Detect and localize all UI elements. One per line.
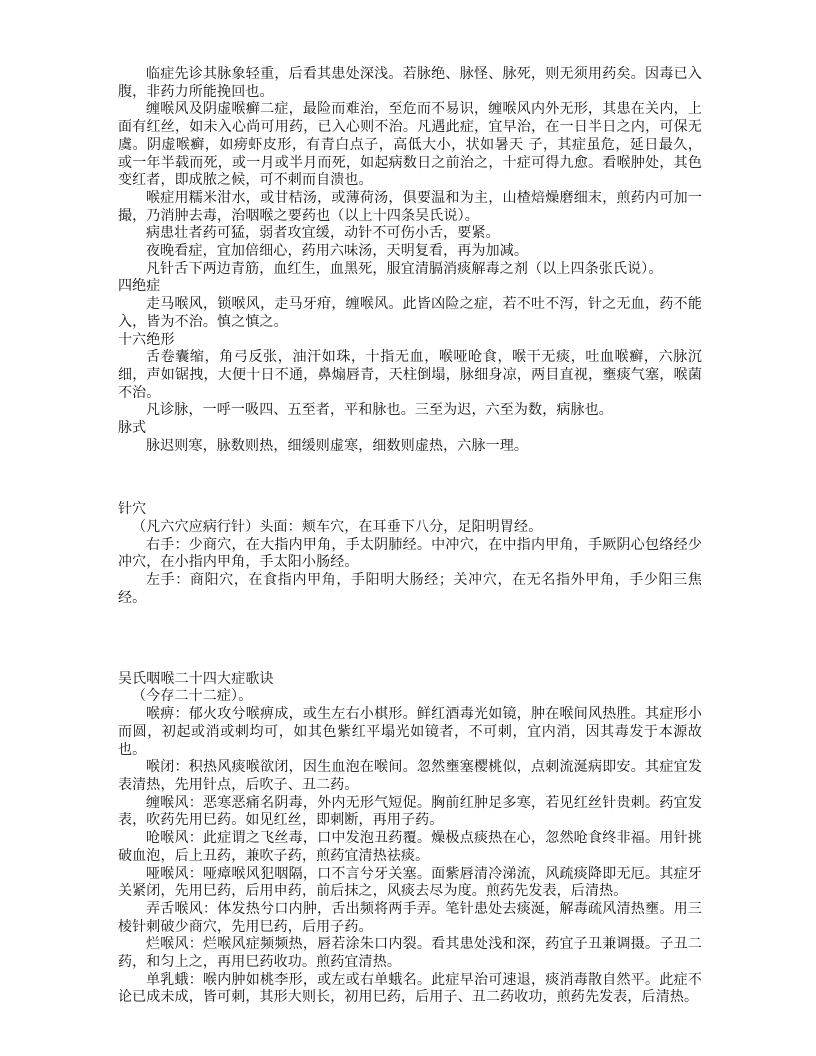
document-page (118, 66, 702, 1007)
paragraph: 喉症用糯米泔水，或甘桔汤，或薄荷汤，俱要温和为主，山楂焙燥磨细末，煎药内可加一撮，乃消肿去毒，治咽喉之要药也（以上十四条吴氏说）。 (118, 189, 702, 224)
paragraph: 临症先诊其脉象轻重，后看其患处深浅。若脉绝、脉怪、脉死，则无须用药矣。因毒已入腹，非药力所能挽回也。 (118, 66, 702, 100)
paragraph: （凡六穴应病行针）头面：颊车穴，在耳垂下八分，足阳明胃经。 (132, 518, 543, 535)
section-heading: 吴氏咽喉二十四大症歌诀 (118, 670, 274, 687)
section-heading: 四绝症 (118, 278, 161, 295)
section-heading: 针穴 (118, 501, 147, 518)
paragraph: 呛喉风：此症谓之飞丝毒，口中发泡丑药覆。燥极点痰热在心，忽然呛食终非福。用针挑破血泡，后上丑药，兼吹子药，煎药宜清热祛痰。 (118, 830, 702, 864)
section-heading: 脉式 (118, 420, 147, 437)
paragraph: 单乳蛾：喉内肿如桃李形，或左或右单蛾名。此症早治可速退，痰消毒散自然平。此症不论已成未成，皆可刺，其形大则长，初用巳药，后用子、丑二药收功，煎药先发表，后清热。 (118, 971, 702, 1006)
paragraph: 走马喉风，锁喉风，走马牙疳，缠喉风。此皆凶险之症，若不吐不泻，针之无血，药不能入，皆为不治。慎之慎之。 (118, 296, 702, 330)
paragraph: 脉迟则寒，脉数则热，细缓则虚寒，细数则虚热，六脉一理。 (146, 437, 529, 454)
blank-lines (118, 621, 702, 656)
paragraph: 病患壮者药可猛，弱者攻宜缓，动针不可伤小舌，要紧。 (146, 225, 500, 242)
paragraph: （今存二十二症）。 (132, 688, 253, 705)
paragraph: 舌卷囊缩，角弓反张，油汗如珠，十指无血，喉哑呛食，喉干无痰，吐血喉癣，六脉沉细，声如锯拽，大便十日不通，鼻煽唇青，天柱倒塌，脉细身凉，两目直视，壅痰气塞，喉菌不治。 (118, 349, 702, 401)
paragraph: 哑喉风：哑瘴喉风犯咽隔，口不言兮牙关塞。面紫唇清冷涕流，风疏痰降即无厄。其症牙关紧闭，先用巳药，后用申药，前后抹之，风痰去尽为度。煎药先发表，后清热。 (118, 865, 702, 900)
paragraph: 弄舌喉风：体发热兮口内肿，舌出频将两手弄。笔针患处去痰涎，解毒疏风清热壅。用三棱针刺破少商穴，先用巳药，后用子药。 (118, 900, 702, 935)
paragraph: 喉痹：郁火攻兮喉痹成，或生左右小棋形。鲜红酒毒光如镜，肿在喉间风热胜。其症形小而圆，初起或消或刺均可，如其色紫红平塌光如镜者，不可刺，宜内消，因其毒发于本源故也。 (118, 706, 702, 758)
paragraph: 烂喉风：烂喉风症频频热，唇若涂朱口内裂。看其患处浅和深，药宜子丑兼调摄。子丑二药，和匀上之，再用巳药收功。煎药宜清热。 (118, 936, 702, 971)
paragraph: 缠喉风及阴虚喉癣二症，最险而难治，至危而不易识，缠喉风内外无形，其患在关内，上面有红丝，如未入心尚可用药，已入心则不治。凡遇此症，宜早治，在一日半日之内，可保无虞。阴虚喉癣，如痨虾皮形，有青白点子，高低大小，状如暑天 子，其症虽危，延日最久，或一年半载而死，或一月或半月而死，如起病数日之前治之，十症可得九愈。看喉肿处，其色变红者，即成脓之候，可不刺而自溃也。 (118, 101, 702, 189)
paragraph: 喉闭：积热风痰喉欲闭，因生血泡在喉间。忽然壅塞樱桃似，点刺流涎病即安。其症宜发表清热，先用针点，后吹子、丑二药。 (118, 759, 702, 793)
paragraph: 左手：商阳穴，在食指内甲角，手阳明大肠经；关冲穴，在无名指外甲角，手少阳三焦经。 (118, 571, 702, 606)
paragraph: 缠喉风：恶寒恶痛名阴毒，外内无形气短促。胸前红肿足多寒，若见红丝针贵刺。药宜发表，吹药先用巳药。如见红丝，即刺断，再用子药。 (118, 794, 702, 829)
blank-line (118, 469, 702, 487)
paragraph: 夜晚看症，宜加倍细心，药用六味汤，天明复看，再为加减。 (146, 243, 529, 260)
paragraph: 右手：少商穴，在大指内甲角，手太阴肺经。中冲穴，在中指内甲角，手厥阴心包络经少冲穴，在小指内甲角，手太阳小肠经。 (118, 536, 702, 571)
section-heading: 十六绝形 (118, 331, 175, 348)
paragraph: 凡针舌下两边青筋，血红生，血黑死，服宜清膈消痰解毒之剂（以上四条张氏说）。 (146, 260, 663, 277)
paragraph: 凡诊脉，一呼一吸四、五至者，平和脉也。三至为迟，六至为数，病脉也。 (146, 402, 613, 419)
